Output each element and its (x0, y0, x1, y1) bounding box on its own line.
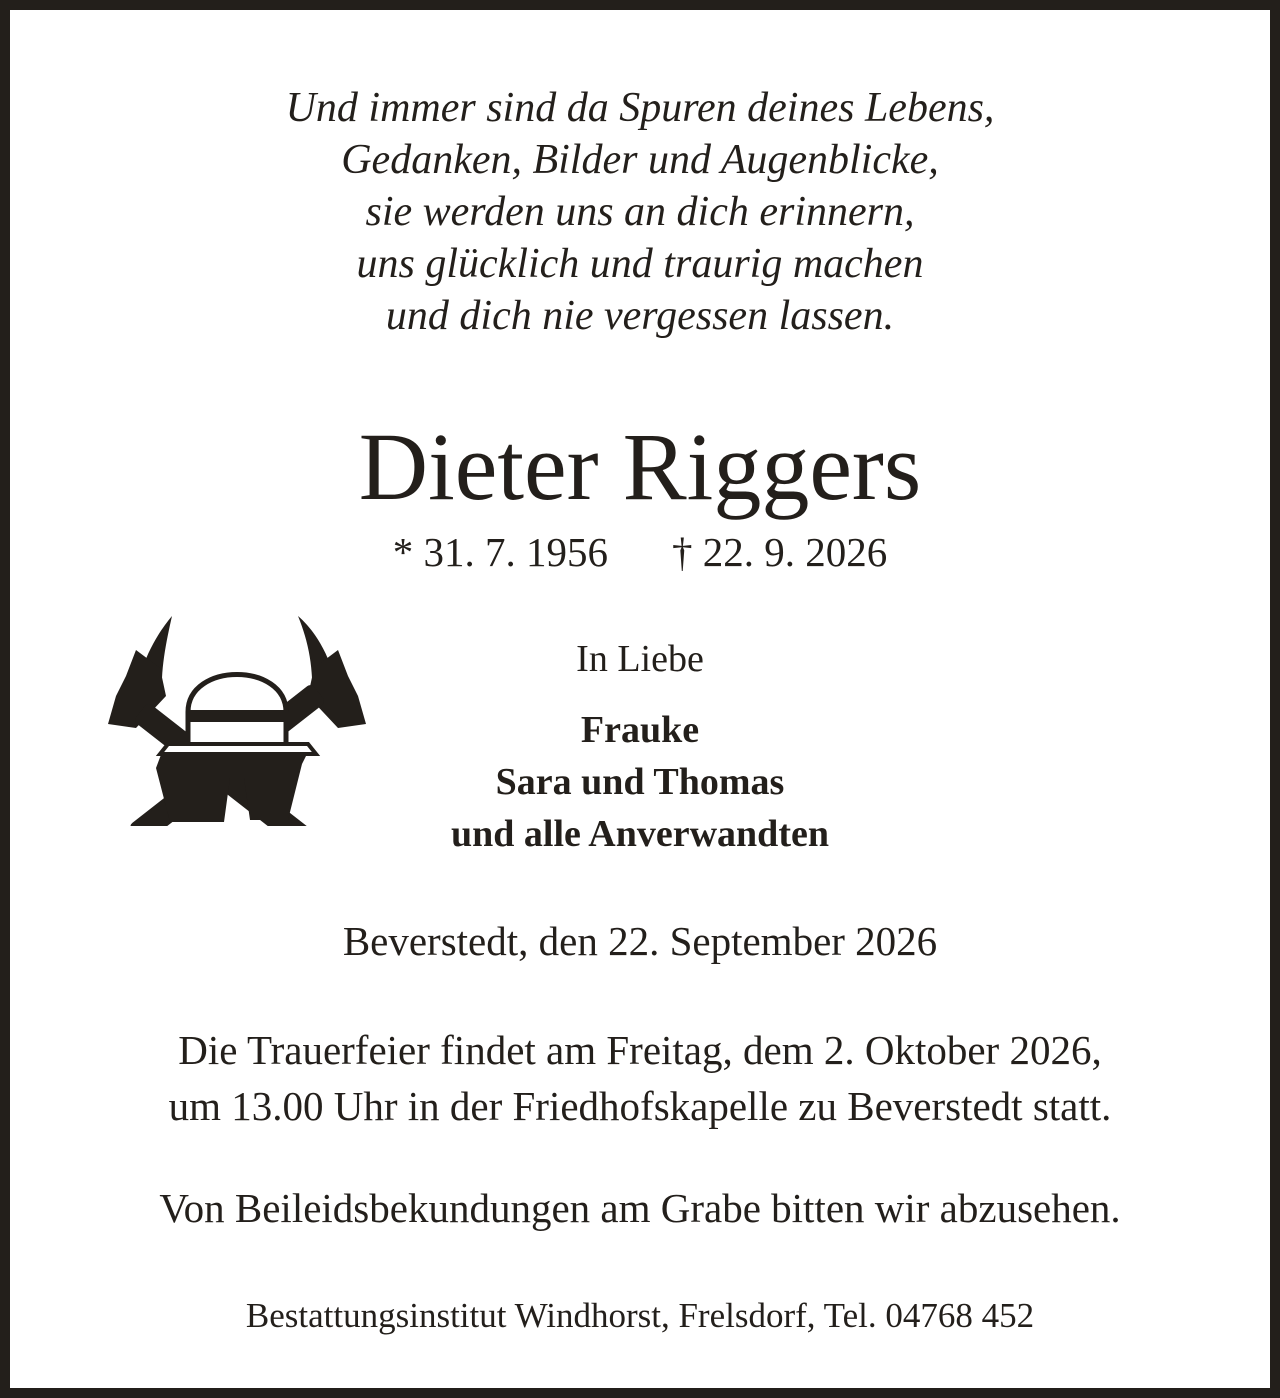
life-dates (10, 526, 1270, 578)
mourner-name: und alle Anverwandten (451, 813, 829, 855)
birth-date: * 31. 7. 1956 (392, 529, 608, 575)
service-line: Die Trauerfeier findet am Freitag, dem 2. Oktober 2026, (178, 1027, 1102, 1073)
memorial-poem (10, 82, 1270, 342)
funeral-service-info (10, 1022, 1270, 1134)
mourner-name: Frauke (580, 709, 700, 751)
place-and-date: Beverstedt, den 22. September 2026 (342, 918, 938, 964)
service-line: um 13.00 Uhr in der Friedhofskapelle zu Beverstedt statt. (168, 1083, 1112, 1129)
mourner-name: Sara und Thomas (495, 761, 785, 803)
poem-line: sie werden uns an dich erinnern, (365, 189, 915, 235)
death-date: † 22. 9. 2026 (672, 529, 888, 575)
deceased-name: Dieter Riggers (358, 413, 922, 520)
mourners-intro: In Liebe (576, 638, 704, 680)
poem-line: und dich nie vergessen lassen. (385, 293, 895, 339)
undertaker-info: Bestattungsinstitut Windhorst, Frelsdorf, Tel. 04768 452 (245, 1296, 1035, 1335)
condolence-note: Von Beileidsbekundungen am Grabe bitten wir abzusehen. (159, 1185, 1121, 1231)
poem-line: Gedanken, Bilder und Augenblicke, (341, 137, 939, 183)
poem-line: uns glücklich und traurig machen (356, 241, 924, 287)
mourners-list (10, 704, 1270, 860)
poem-line: Und immer sind da Spuren deines Lebens, (285, 85, 995, 131)
